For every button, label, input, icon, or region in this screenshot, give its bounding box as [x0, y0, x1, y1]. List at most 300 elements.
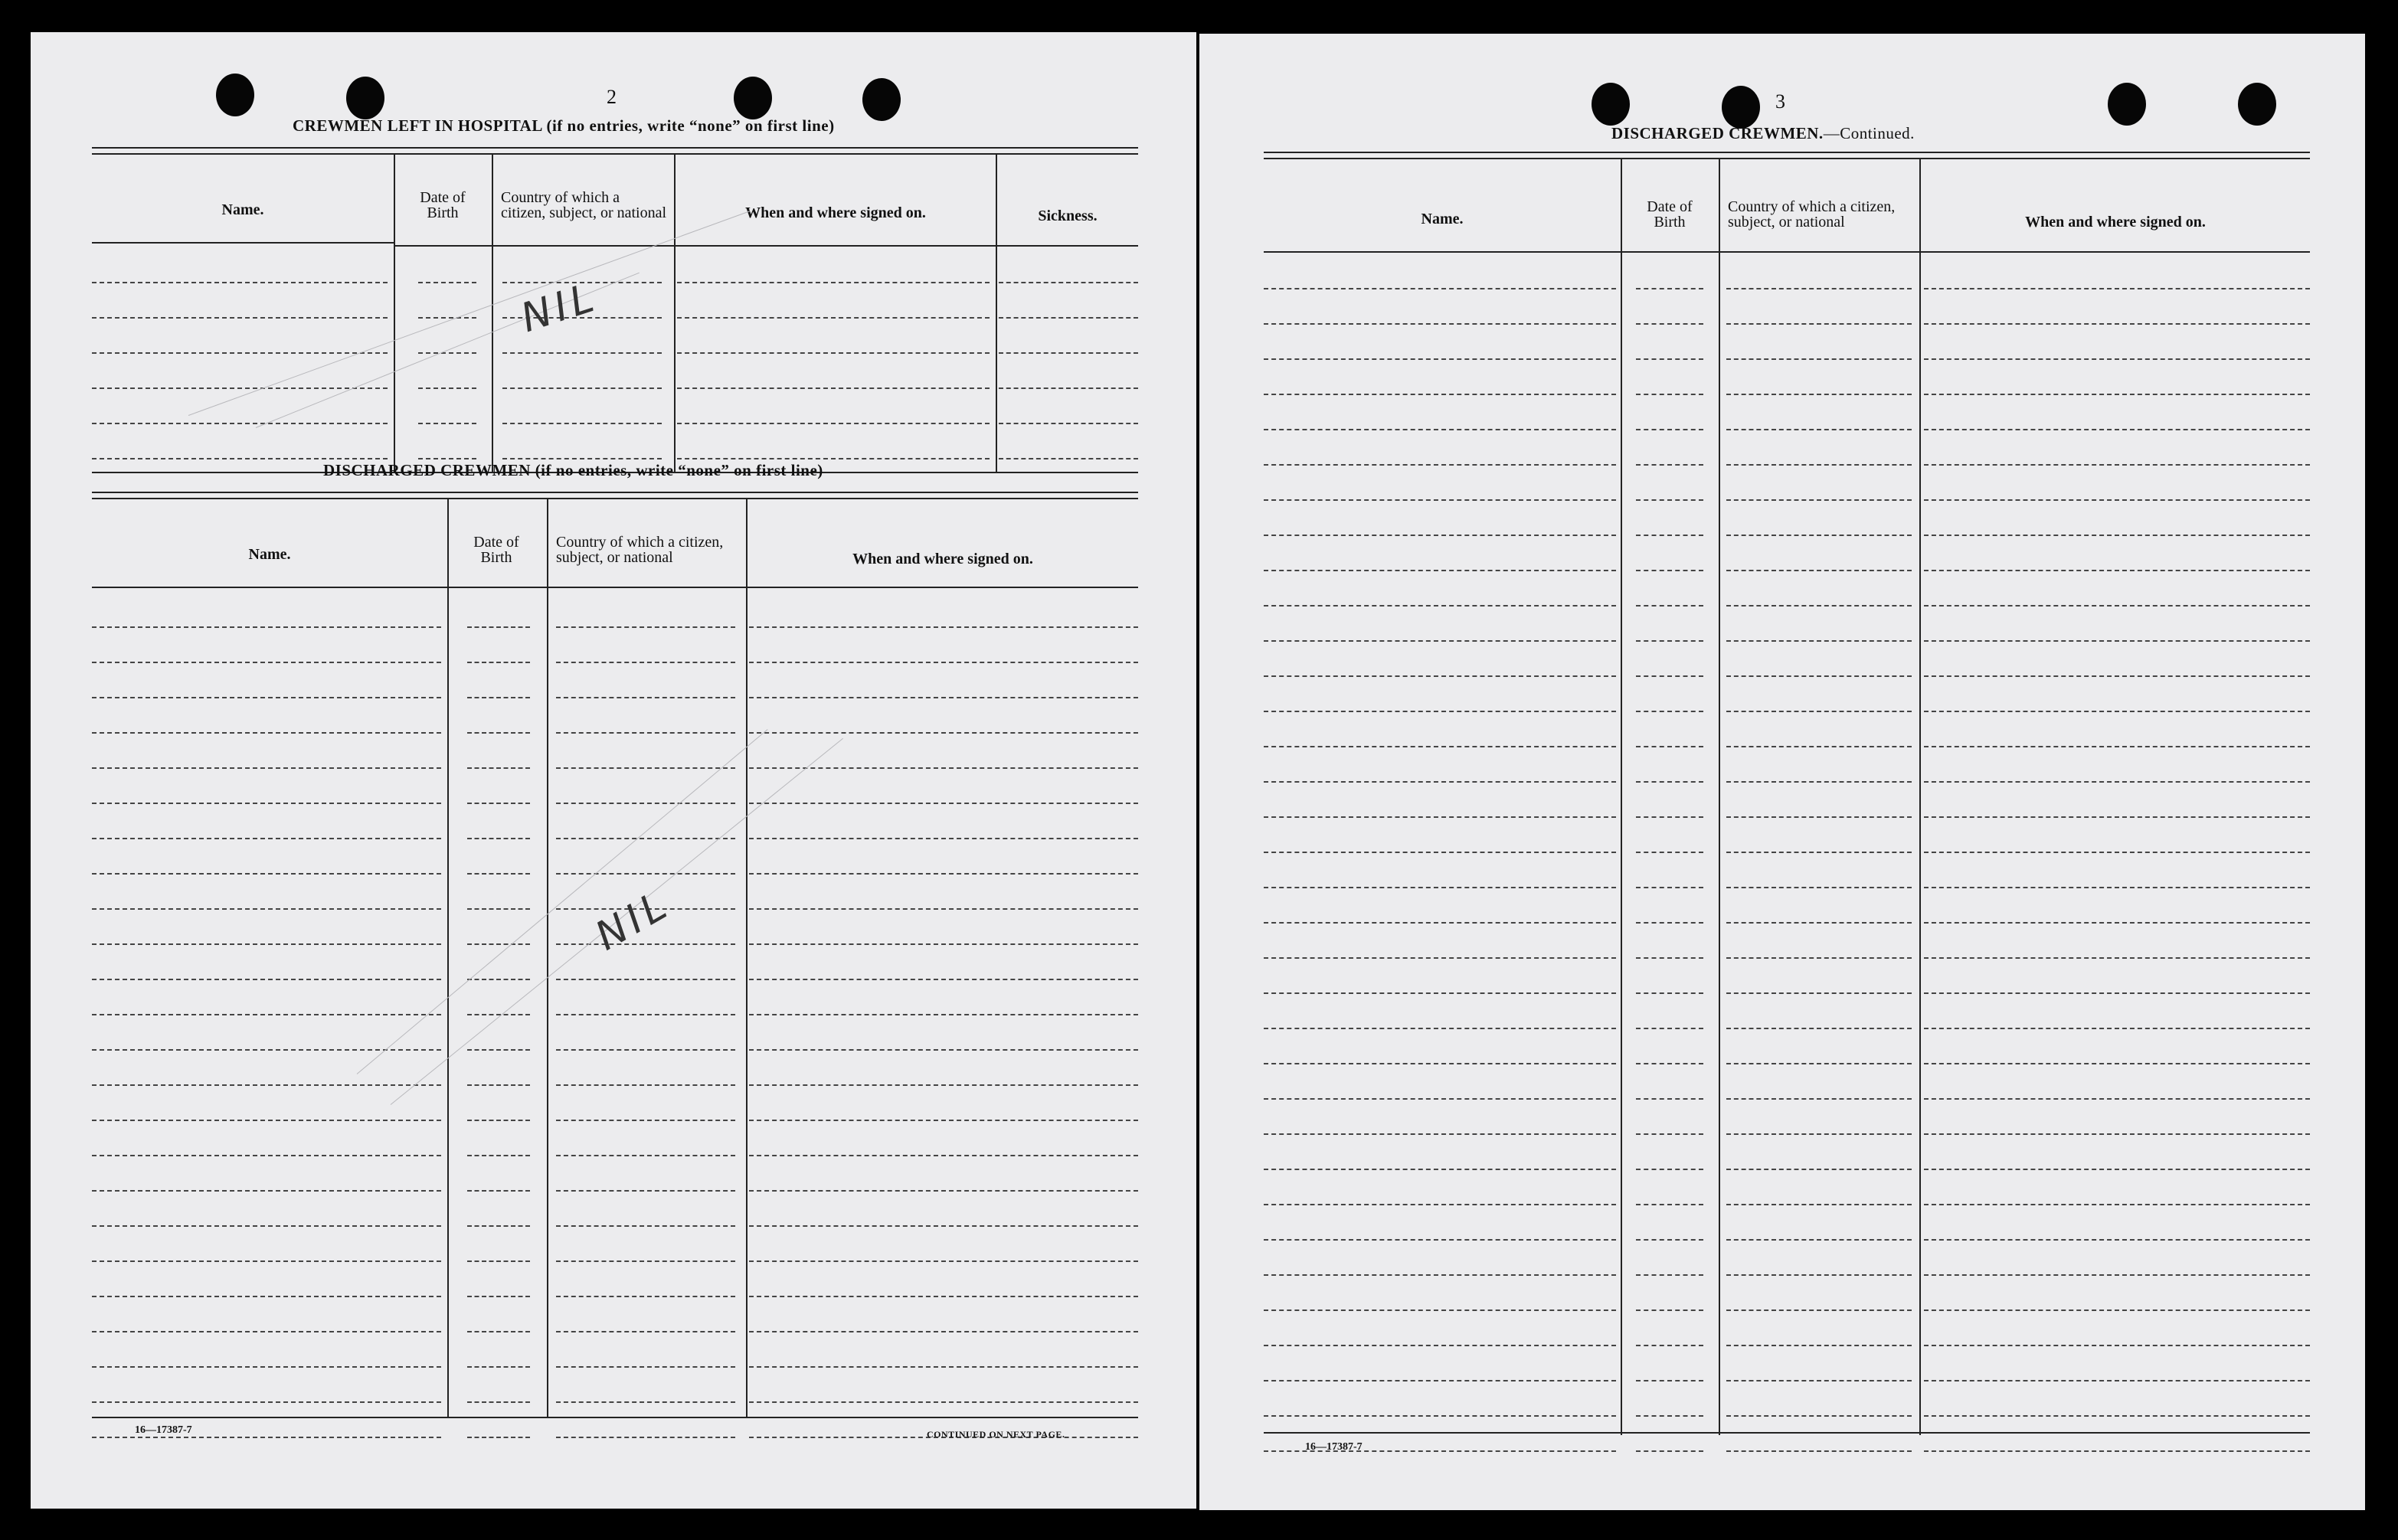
- blank-entry-line: [418, 317, 476, 319]
- handwritten-nil: NIL: [587, 881, 679, 960]
- blank-entry-line: [749, 803, 1138, 804]
- blank-entry-line: [1924, 640, 2310, 642]
- blank-entry-line: [1924, 394, 2310, 395]
- blank-entry-line: [1924, 781, 2310, 783]
- blank-entry-line: [92, 1225, 441, 1227]
- blank-entry-line: [1264, 711, 1616, 712]
- right-page: [1199, 34, 2365, 1510]
- hospital-instruction: (if no entries, write “none” on first line): [546, 116, 835, 135]
- blank-entry-line: [1924, 1450, 2310, 1452]
- blank-entry-line: [502, 387, 662, 389]
- blank-entry-line: [1264, 499, 1616, 501]
- blank-entry-line: [749, 943, 1138, 945]
- blank-entry-line: [749, 1190, 1138, 1192]
- section-title: [1611, 124, 1915, 143]
- blank-entry-line: [1264, 394, 1616, 395]
- discharged-title-text: DISCHARGED CREWMEN: [323, 461, 531, 479]
- blank-entry-line: [1636, 852, 1703, 853]
- blank-entry-line: [1726, 1415, 1912, 1417]
- blank-entry-line: [1726, 535, 1912, 536]
- blank-entry-line: [556, 803, 735, 804]
- blank-entry-line: [1636, 640, 1703, 642]
- blank-entry-line: [92, 697, 441, 698]
- blank-entry-line: [1264, 570, 1616, 571]
- blank-entry-line: [1726, 1169, 1912, 1170]
- blank-entry-line: [1726, 1204, 1912, 1205]
- blank-entry-line: [1264, 1309, 1616, 1311]
- blank-entry-line: [467, 1084, 530, 1086]
- blank-entry-line: [92, 873, 441, 875]
- blank-entry-line: [1726, 323, 1912, 325]
- blank-entry-line: [502, 423, 662, 424]
- blank-entry-line: [1924, 711, 2310, 712]
- blank-entry-line: [1264, 887, 1616, 888]
- blank-entry-line: [92, 908, 441, 910]
- column-divider: [996, 153, 997, 472]
- table-top-rule: [92, 492, 1138, 499]
- blank-entry-line: [1924, 570, 2310, 571]
- blank-entry-line: [1924, 323, 2310, 325]
- col-country: Country of which a citizen, subject, or national: [501, 189, 667, 221]
- hospital-section-title: [293, 116, 835, 136]
- column-divider: [1719, 158, 1720, 1435]
- blank-entry-line: [1924, 1345, 2310, 1346]
- blank-entry-line: [999, 387, 1138, 389]
- punch-hole: [862, 78, 901, 121]
- blank-entry-line: [749, 1155, 1138, 1156]
- table-top-rule: [92, 147, 1138, 155]
- column-divider: [492, 153, 493, 472]
- blank-entry-line: [749, 1120, 1138, 1121]
- blank-entry-line: [1924, 358, 2310, 360]
- table-top-rule: [1264, 152, 2310, 159]
- blank-entry-line: [1636, 1345, 1703, 1346]
- blank-entry-line: [1264, 1028, 1616, 1029]
- blank-entry-line: [749, 1049, 1138, 1051]
- blank-entry-line: [1264, 1274, 1616, 1276]
- col-country: Country of which a citizen, subject, or national: [556, 534, 724, 566]
- punch-hole: [2238, 83, 2276, 126]
- blank-entry-line: [1636, 1309, 1703, 1311]
- column-divider: [1621, 158, 1622, 1435]
- blank-entry-line: [999, 282, 1138, 283]
- blank-entry-line: [467, 943, 530, 945]
- blank-entry-line: [1726, 711, 1912, 712]
- blank-entry-line: [749, 732, 1138, 734]
- blank-entry-line: [92, 458, 388, 459]
- header-rule: [395, 245, 1138, 247]
- column-divider: [447, 498, 449, 1417]
- blank-entry-line: [92, 979, 441, 980]
- blank-entry-line: [1726, 1133, 1912, 1135]
- section-title-suffix: —Continued.: [1823, 124, 1915, 142]
- col-name: Name.: [221, 201, 264, 218]
- blank-entry-line: [467, 626, 530, 628]
- blank-entry-line: [1924, 1028, 2310, 1029]
- blank-entry-line: [418, 352, 476, 354]
- blank-entry-line: [1264, 1133, 1616, 1135]
- blank-entry-line: [467, 1366, 530, 1368]
- blank-entry-line: [749, 1331, 1138, 1332]
- blank-entry-line: [1726, 605, 1912, 607]
- blank-entry-line: [1264, 1345, 1616, 1346]
- blank-entry-line: [92, 352, 388, 354]
- blank-entry-line: [467, 803, 530, 804]
- blank-entry-line: [467, 838, 530, 839]
- blank-entry-line: [1924, 1309, 2310, 1311]
- blank-entry-line: [1726, 781, 1912, 783]
- blank-entry-line: [1636, 922, 1703, 924]
- blank-entry-line: [1924, 957, 2310, 959]
- column-divider: [547, 498, 548, 1417]
- blank-entry-line: [467, 1155, 530, 1156]
- blank-entry-line: [467, 1225, 530, 1227]
- blank-entry-line: [1726, 675, 1912, 677]
- blank-entry-line: [749, 873, 1138, 875]
- blank-entry-line: [1636, 1098, 1703, 1100]
- blank-entry-line: [749, 662, 1138, 663]
- blank-entry-line: [749, 1084, 1138, 1086]
- blank-entry-line: [556, 838, 735, 839]
- blank-entry-line: [556, 943, 735, 945]
- blank-entry-line: [556, 1401, 735, 1403]
- blank-entry-line: [1636, 1133, 1703, 1135]
- blank-entry-line: [92, 1366, 441, 1368]
- blank-entry-line: [92, 1190, 441, 1192]
- column-divider: [746, 498, 748, 1417]
- punch-hole: [2108, 83, 2146, 126]
- blank-entry-line: [999, 423, 1138, 424]
- blank-entry-line: [1726, 570, 1912, 571]
- blank-entry-line: [1924, 1415, 2310, 1417]
- blank-entry-line: [1924, 1063, 2310, 1064]
- blank-entry-line: [1726, 1345, 1912, 1346]
- blank-entry-line: [1726, 922, 1912, 924]
- hospital-title-text: CREWMEN LEFT IN HOSPITAL: [293, 116, 542, 135]
- blank-entry-line: [1264, 957, 1616, 959]
- blank-entry-line: [556, 662, 735, 663]
- blank-entry-line: [1264, 464, 1616, 466]
- col-dob: Date of Birth: [420, 189, 466, 221]
- blank-entry-line: [1636, 957, 1703, 959]
- discharged-section-title: [323, 461, 823, 480]
- blank-entry-line: [1264, 1239, 1616, 1241]
- blank-entry-line: [92, 1260, 441, 1262]
- hospital-table: [92, 147, 1138, 472]
- blank-entry-line: [467, 1260, 530, 1262]
- blank-entry-line: [92, 1120, 441, 1121]
- header-rule: [1264, 251, 2310, 253]
- blank-entry-line: [1726, 1380, 1912, 1381]
- blank-entry-line: [749, 838, 1138, 839]
- blank-entry-line: [1924, 535, 2310, 536]
- blank-entry-line: [1636, 816, 1703, 818]
- blank-entry-line: [556, 873, 735, 875]
- blank-entry-line: [92, 732, 441, 734]
- blank-entry-line: [749, 1260, 1138, 1262]
- blank-entry-line: [1726, 358, 1912, 360]
- blank-entry-line: [556, 1366, 735, 1368]
- blank-entry-line: [1924, 1380, 2310, 1381]
- blank-entry-line: [1636, 358, 1703, 360]
- blank-entry-line: [749, 626, 1138, 628]
- blank-entry-line: [467, 979, 530, 980]
- header-rule: [92, 587, 1138, 588]
- blank-entry-line: [1636, 781, 1703, 783]
- blank-entry-line: [92, 1437, 441, 1438]
- blank-entry-line: [92, 943, 441, 945]
- blank-entry-line: [556, 979, 735, 980]
- blank-entry-line: [1726, 852, 1912, 853]
- blank-entry-line: [467, 1296, 530, 1297]
- blank-entry-line: [92, 838, 441, 839]
- col-signed-on: When and where signed on.: [2025, 214, 2206, 231]
- blank-entry-line: [1636, 1169, 1703, 1170]
- blank-entry-line: [1636, 887, 1703, 888]
- blank-entry-line: [1924, 852, 2310, 853]
- blank-entry-line: [1726, 746, 1912, 747]
- blank-entry-line: [556, 697, 735, 698]
- blank-entry-line: [1636, 1415, 1703, 1417]
- blank-entry-line: [467, 662, 530, 663]
- blank-entry-line: [1636, 1063, 1703, 1064]
- blank-entry-line: [418, 282, 476, 283]
- discharged-continued-table: [1264, 152, 2310, 1435]
- blank-entry-line: [1726, 816, 1912, 818]
- blank-entry-line: [467, 908, 530, 910]
- blank-entry-line: [1636, 1450, 1703, 1452]
- blank-entry-line: [1264, 1380, 1616, 1381]
- blank-entry-line: [1726, 1309, 1912, 1311]
- blank-entry-line: [749, 1296, 1138, 1297]
- blank-entry-line: [556, 767, 735, 769]
- blank-entry-line: [1924, 1098, 2310, 1100]
- punch-hole: [734, 77, 772, 119]
- blank-entry-line: [502, 458, 662, 459]
- punch-hole: [216, 74, 254, 116]
- blank-entry-line: [1264, 746, 1616, 747]
- blank-entry-line: [677, 387, 990, 389]
- blank-entry-line: [92, 387, 388, 389]
- blank-entry-line: [556, 1155, 735, 1156]
- column-divider: [674, 153, 676, 472]
- blank-entry-line: [467, 732, 530, 734]
- column-divider: [394, 153, 395, 472]
- blank-entry-line: [92, 282, 388, 283]
- blank-entry-line: [92, 1401, 441, 1403]
- blank-entry-line: [1726, 288, 1912, 289]
- blank-entry-line: [556, 1331, 735, 1332]
- form-code: 16—17387-7: [1305, 1441, 1363, 1453]
- blank-entry-line: [467, 1190, 530, 1192]
- col-dob: Date of Birth: [473, 534, 519, 566]
- blank-entry-line: [467, 1049, 530, 1051]
- discharged-instruction: (if no entries, write “none” on first line): [535, 461, 823, 479]
- blank-entry-line: [1636, 288, 1703, 289]
- blank-entry-line: [1924, 464, 2310, 466]
- blank-entry-line: [1726, 429, 1912, 430]
- blank-entry-line: [1924, 887, 2310, 888]
- page-number: 3: [1775, 90, 1785, 113]
- blank-entry-line: [999, 458, 1138, 459]
- form-code: 16—17387-7: [135, 1424, 192, 1436]
- blank-entry-line: [556, 732, 735, 734]
- blank-entry-line: [1924, 922, 2310, 924]
- blank-entry-line: [677, 317, 990, 319]
- blank-entry-line: [1636, 605, 1703, 607]
- col-name: Name.: [248, 546, 291, 563]
- blank-entry-line: [749, 979, 1138, 980]
- blank-entry-line: [92, 317, 388, 319]
- blank-entry-line: [1726, 1028, 1912, 1029]
- column-divider: [1919, 158, 1921, 1435]
- punch-hole: [1592, 83, 1630, 126]
- blank-entry-line: [467, 873, 530, 875]
- blank-entry-line: [92, 1084, 441, 1086]
- blank-entry-line: [418, 458, 476, 459]
- blank-entry-line: [556, 1084, 735, 1086]
- blank-entry-line: [1924, 992, 2310, 994]
- blank-entry-line: [1924, 1239, 2310, 1241]
- blank-entry-line: [1636, 429, 1703, 430]
- blank-entry-line: [1636, 570, 1703, 571]
- blank-entry-line: [467, 1437, 530, 1438]
- blank-entry-line: [1636, 992, 1703, 994]
- blank-entry-line: [749, 1014, 1138, 1015]
- blank-entry-line: [1726, 1098, 1912, 1100]
- blank-entry-line: [1726, 957, 1912, 959]
- blank-entry-line: [1264, 605, 1616, 607]
- blank-entry-line: [1726, 1239, 1912, 1241]
- blank-entry-line: [1264, 429, 1616, 430]
- blank-entry-line: [1264, 1098, 1616, 1100]
- blank-entry-line: [1636, 499, 1703, 501]
- blank-entry-line: [418, 423, 476, 424]
- blank-entry-line: [92, 1155, 441, 1156]
- blank-entry-line: [556, 1296, 735, 1297]
- blank-entry-line: [1924, 816, 2310, 818]
- blank-entry-line: [999, 317, 1138, 319]
- blank-entry-line: [1636, 1028, 1703, 1029]
- left-page: [31, 32, 1196, 1509]
- blank-entry-line: [1726, 1274, 1912, 1276]
- blank-entry-line: [556, 1049, 735, 1051]
- blank-entry-line: [92, 662, 441, 663]
- blank-entry-line: [92, 423, 388, 424]
- col-dob: Date of Birth: [1647, 198, 1693, 231]
- blank-entry-line: [749, 1401, 1138, 1403]
- blank-entry-line: [1726, 640, 1912, 642]
- blank-entry-line: [467, 697, 530, 698]
- blank-entry-line: [502, 352, 662, 354]
- blank-entry-line: [1726, 992, 1912, 994]
- handwritten-nil: NIL: [515, 273, 604, 342]
- blank-entry-line: [92, 767, 441, 769]
- blank-entry-line: [1924, 746, 2310, 747]
- blank-entry-line: [1264, 1415, 1616, 1417]
- blank-entry-line: [1726, 1450, 1912, 1452]
- blank-entry-line: [1264, 675, 1616, 677]
- blank-entry-line: [556, 626, 735, 628]
- blank-entry-line: [1264, 781, 1616, 783]
- blank-entry-line: [1924, 1204, 2310, 1205]
- table-bottom-rule: [92, 1417, 1138, 1418]
- col-signed-on: When and where signed on.: [745, 204, 926, 221]
- blank-entry-line: [749, 908, 1138, 910]
- blank-entry-line: [1924, 288, 2310, 289]
- blank-entry-line: [1636, 1204, 1703, 1205]
- blank-entry-line: [1264, 640, 1616, 642]
- blank-entry-line: [556, 1120, 735, 1121]
- blank-entry-line: [92, 1049, 441, 1051]
- blank-entry-line: [1726, 464, 1912, 466]
- blank-entry-line: [677, 282, 990, 283]
- blank-entry-line: [556, 1225, 735, 1227]
- blank-entry-line: [1636, 394, 1703, 395]
- blank-entry-line: [1264, 358, 1616, 360]
- blank-entry-line: [1924, 1169, 2310, 1170]
- blank-entry-line: [1636, 675, 1703, 677]
- blank-entry-line: [1264, 323, 1616, 325]
- header-rule: [92, 242, 394, 244]
- blank-entry-line: [1924, 499, 2310, 501]
- blank-entry-line: [92, 1331, 441, 1332]
- blank-entry-line: [1636, 1274, 1703, 1276]
- blank-entry-line: [1636, 323, 1703, 325]
- col-name: Name.: [1421, 211, 1464, 227]
- blank-entry-line: [92, 1296, 441, 1297]
- punch-hole: [346, 77, 384, 119]
- col-sickness: Sickness.: [1038, 208, 1098, 224]
- blank-entry-line: [467, 1331, 530, 1332]
- punch-hole: [1722, 86, 1760, 129]
- blank-entry-line: [677, 423, 990, 424]
- blank-entry-line: [677, 458, 990, 459]
- blank-entry-line: [1924, 1133, 2310, 1135]
- blank-entry-line: [1924, 675, 2310, 677]
- col-signed-on: When and where signed on.: [852, 551, 1033, 567]
- blank-entry-line: [1726, 394, 1912, 395]
- page-number: 2: [607, 86, 617, 108]
- blank-entry-line: [749, 1366, 1138, 1368]
- blank-entry-line: [749, 697, 1138, 698]
- blank-entry-line: [1264, 288, 1616, 289]
- blank-entry-line: [1264, 816, 1616, 818]
- blank-entry-line: [1636, 746, 1703, 747]
- blank-entry-line: [467, 1401, 530, 1403]
- blank-entry-line: [1264, 1169, 1616, 1170]
- blank-entry-line: [556, 1260, 735, 1262]
- blank-entry-line: [1264, 852, 1616, 853]
- blank-entry-line: [556, 1190, 735, 1192]
- blank-entry-line: [92, 803, 441, 804]
- blank-entry-line: [1264, 922, 1616, 924]
- blank-entry-line: [92, 626, 441, 628]
- blank-entry-line: [1636, 535, 1703, 536]
- blank-entry-line: [999, 352, 1138, 354]
- blank-entry-line: [1264, 535, 1616, 536]
- blank-entry-line: [92, 1014, 441, 1015]
- blank-entry-line: [677, 352, 990, 354]
- blank-entry-line: [1264, 992, 1616, 994]
- section-title-text: DISCHARGED CREWMEN.: [1611, 124, 1824, 142]
- blank-entry-line: [1924, 1274, 2310, 1276]
- blank-entry-line: [556, 1437, 735, 1438]
- col-country: Country of which a citizen, subject, or national: [1728, 198, 1896, 231]
- blank-entry-line: [1636, 711, 1703, 712]
- blank-entry-line: [467, 1014, 530, 1015]
- continued-note: CONTINUED ON NEXT PAGE.: [927, 1429, 1065, 1440]
